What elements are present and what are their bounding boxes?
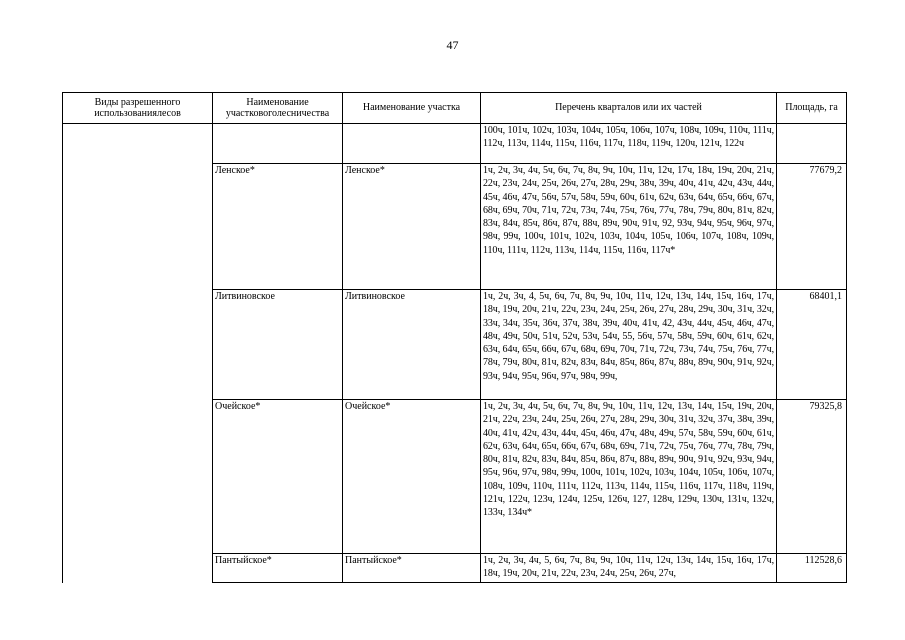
quarters-cell: 100ч, 101ч, 102ч, 103ч, 104ч, 105ч, 106ч, 107ч, 108ч, 109ч, 110ч, 111ч, 112ч, 113ч, 114ч, 115ч, 116ч, 117ч, 118ч, 119ч, 120ч, 121ч, 122ч [481, 124, 777, 164]
header-usage-type: Виды разрешенного использованиялесов [63, 93, 213, 124]
header-forestry-name: Наименование участковоголесничества [213, 93, 343, 124]
site-cell: Ленское* [343, 164, 481, 290]
page-number: 47 [446, 38, 459, 52]
forestry-cell: Пантыйское* [213, 554, 343, 583]
site-cell: Пантыйское* [343, 554, 481, 583]
forestry-cell: Очейское* [213, 400, 343, 554]
quarters-cell: 1ч, 2ч, 3ч, 4ч, 5ч, 6ч, 7ч, 8ч, 9ч, 10ч, 11ч, 12ч, 17ч, 18ч, 19ч, 20ч, 21ч, 22ч, 23ч, 24ч, 25ч, 26ч, 27ч, 28ч, 29ч, 38ч, 39ч, 40ч, 41ч, 42ч, 43ч, 44ч, 45ч, 46ч, 47ч, 56ч, 57ч, 58ч, 59ч, 60ч, 61ч, 62ч, 63ч, 64ч, 65ч, 66ч, 67ч, 68ч, 69ч, 70ч, 71ч, 72ч, 73ч, 74ч, 75ч, 76ч, 77ч, 78ч, 79ч, 80ч, 81ч, 82ч, 83ч, 84ч, 85ч, 86ч, 87ч, 88ч, 89ч, 90ч, 91ч, 92, 93ч, 94ч, 95ч, 96ч, 97ч, 98ч, 99ч, 100ч, 101ч, 102ч, 103ч, 104ч, 105ч, 106ч, 107ч, 108ч, 109ч, 110ч, 111ч, 112ч, 113ч, 114ч, 115ч, 116ч, 117ч* [481, 164, 777, 290]
table-row [63, 124, 847, 164]
area-cell: 77679,2 [777, 164, 847, 290]
forestry-cell: Литвиновское [213, 290, 343, 400]
site-cell: Очейское* [343, 400, 481, 554]
quarters-cell: 1ч, 2ч, 3ч, 4, 5ч, 6ч, 7ч, 8ч, 9ч, 10ч, 11ч, 12ч, 13ч, 14ч, 15ч, 16ч, 17ч, 18ч, 19ч, 20ч, 21ч, 22ч, 23ч, 24ч, 25ч, 26ч, 27ч, 28ч, 29ч, 30ч, 31ч, 32ч, 33ч, 34ч, 35ч, 36ч, 37ч, 38ч, 39ч, 40ч, 41ч, 42, 43ч, 44ч, 45ч, 46ч, 47ч, 48ч, 49ч, 50ч, 51ч, 52ч, 53ч, 54ч, 55, 56ч, 57ч, 58ч, 59ч, 60ч, 61ч, 62ч, 63ч, 64ч, 65ч, 66ч, 67ч, 68ч, 69ч, 70ч, 71ч, 72ч, 73ч, 74ч, 75ч, 76ч, 77ч, 78ч, 79ч, 80ч, 81ч, 82ч, 83ч, 84ч, 85ч, 86ч, 87ч, 88ч, 89ч, 90ч, 91ч, 92ч, 93ч, 94ч, 95ч, 96ч, 97ч, 98ч, 99ч, [481, 290, 777, 400]
area-cell: 68401,1 [777, 290, 847, 400]
usage-type-cell [63, 124, 213, 583]
forestry-cell [213, 124, 343, 164]
header-site-name: Наименование участка [343, 93, 481, 124]
forest-quarters-table [62, 92, 847, 583]
forestry-cell: Ленское* [213, 164, 343, 290]
quarters-cell: 1ч, 2ч, 3ч, 4ч, 5, 6ч, 7ч, 8ч, 9ч, 10ч, 11ч, 12ч, 13ч, 14ч, 15ч, 16ч, 17ч, 18ч, 19ч, 20ч, 21ч, 22ч, 23ч, 24ч, 25ч, 26ч, 27ч, [481, 554, 777, 583]
table-header-row [63, 93, 847, 124]
site-cell: Литвиновское [343, 290, 481, 400]
site-cell [343, 124, 481, 164]
quarters-cell: 1ч, 2ч, 3ч, 4ч, 5ч, 6ч, 7ч, 8ч, 9ч, 10ч, 11ч, 12ч, 13ч, 14ч, 15ч, 19ч, 20ч, 21ч, 22ч, 23ч, 24ч, 25ч, 26ч, 27ч, 28ч, 29ч, 30ч, 31ч, 32ч, 37ч, 38ч, 39ч, 40ч, 41ч, 42ч, 43ч, 44ч, 45ч, 46ч, 47ч, 48ч, 49ч, 57ч, 58ч, 59ч, 60ч, 61ч, 62ч, 63ч, 64ч, 65ч, 66ч, 67ч, 68ч, 69ч, 71ч, 72ч, 75ч, 76ч, 77ч, 78ч, 79ч, 80ч, 81ч, 82ч, 83ч, 84ч, 85ч, 86ч, 87ч, 88ч, 89ч, 90ч, 91ч, 92ч, 93ч, 94ч, 95ч, 96ч, 97ч, 98ч, 99ч, 100ч, 101ч, 102ч, 103ч, 104ч, 105ч, 106ч, 107ч, 108ч, 109ч, 110ч, 111ч, 112ч, 113ч, 114ч, 115ч, 116ч, 117ч, 118ч, 119ч, 121ч, 122ч, 123ч, 124ч, 125ч, 126ч, 127, 128ч, 129ч, 130ч, 131ч, 132ч, 133ч, 134ч* [481, 400, 777, 554]
area-cell [777, 124, 847, 164]
header-area: Площадь, га [777, 93, 847, 124]
header-quarters-list: Перечень кварталов или их частей [481, 93, 777, 124]
area-cell: 112528,6 [777, 554, 847, 583]
area-cell: 79325,8 [777, 400, 847, 554]
